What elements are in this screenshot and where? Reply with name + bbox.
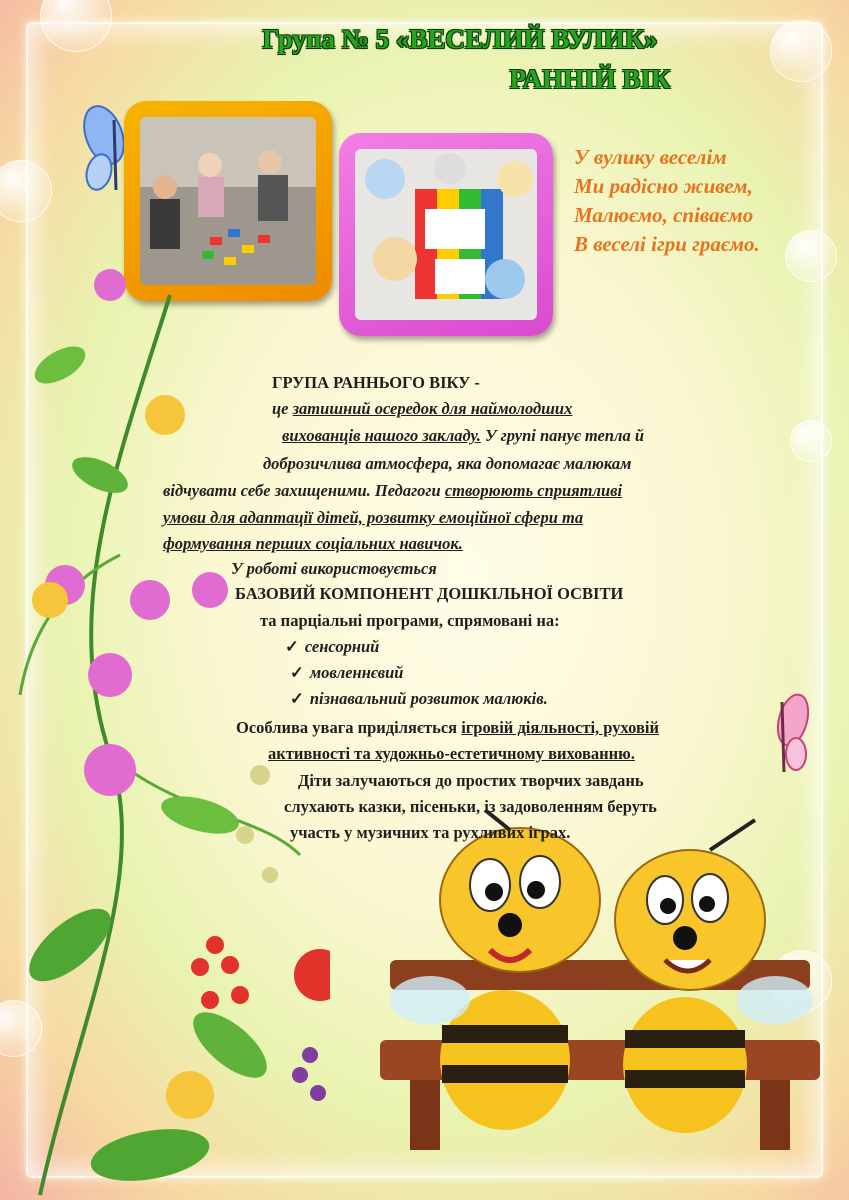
- poem-line: Ми радісно живем,: [574, 174, 753, 198]
- page-subtitle: РАННІЙ ВІК: [509, 64, 671, 94]
- description-line: [272, 398, 572, 420]
- description-line: участь у музичних та рухливих іграх.: [290, 823, 571, 842]
- bullet-item: ✓ мовленнєвий: [290, 662, 403, 684]
- description-text: затишний осередок для наймолодших: [292, 399, 573, 418]
- description-line: та парціальні програми, спрямовані на:: [260, 611, 560, 630]
- description-text: відчувати себе захищеними. Педагоги: [163, 481, 445, 500]
- poem-line: У вулику веселім: [574, 145, 727, 169]
- description-line: активності та художньо-естетичному вихованню.: [268, 744, 635, 763]
- description-heading: ГРУПА РАННЬОГО ВІКУ -: [272, 373, 480, 392]
- description-text: У групі панує тепла й: [480, 426, 645, 445]
- description-text: ігровій діяльності, руховій: [461, 718, 659, 737]
- bullet-item: ✓ пізнавальний розвиток малюків.: [290, 688, 548, 710]
- poem-line: В веселі ігри граємо.: [574, 232, 760, 256]
- description-text: вихованців нашого закладу.: [282, 426, 481, 445]
- poem: [574, 143, 824, 259]
- description-line: У роботі використовується: [231, 559, 437, 578]
- description-line: умови для адаптації дітей, розвитку емоційної сфери та: [163, 508, 584, 527]
- group-photo-drawing: [339, 133, 553, 336]
- description-text: створюють сприятливі: [444, 481, 623, 500]
- bubble-decoration: [790, 420, 832, 462]
- butterfly-icon: [768, 690, 818, 780]
- description-line: слухають казки, пісеньки, із задоволенням беруть: [284, 797, 657, 816]
- description-line: [163, 480, 622, 502]
- bubble-decoration: [770, 20, 832, 82]
- poem-line: Малюємо, співаємо: [574, 203, 754, 227]
- page-title: Група № 5 «ВЕСЕЛИЙ ВУЛИК»: [262, 24, 658, 54]
- description-line: доброзичлива атмосфера, яка допомагає малюкам: [263, 454, 632, 473]
- description-line: [282, 425, 644, 447]
- program-heading: БАЗОВИЙ КОМПОНЕНТ ДОШКІЛЬНОЇ ОСВІТИ: [235, 584, 624, 603]
- description-line: [236, 717, 659, 739]
- description-line: формування перших соціальних навичок.: [163, 534, 463, 553]
- description-text: це: [272, 399, 293, 418]
- bullet-item: ✓ сенсорний: [285, 636, 379, 658]
- description-line: Діти залучаються до простих творчих завдань: [298, 771, 644, 790]
- description-text: Особлива увага приділяється: [236, 718, 462, 737]
- children-drawing-image: [355, 149, 537, 320]
- bees-on-bench-illustration: [380, 810, 820, 1165]
